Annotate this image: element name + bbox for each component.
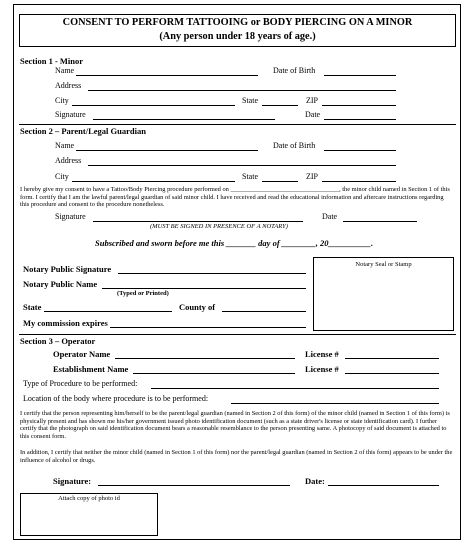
section1-zip-label: ZIP (306, 96, 318, 105)
notary-seal-label: Notary Seal or Stamp (355, 261, 412, 268)
notary-seal-box (313, 257, 454, 331)
section2-dob-label: Date of Birth (273, 141, 316, 150)
section1-zip-field[interactable] (322, 105, 396, 106)
section1-signature-field[interactable] (93, 119, 275, 120)
photo-id-label: Attach copy of photo id (58, 495, 120, 502)
notary-presence-note: (MUST BE SIGNED IN PRESENCE OF A NOTARY) (150, 223, 288, 230)
commission-expires-label: My commission expires (23, 318, 108, 328)
section1-state-label: State (242, 96, 258, 105)
operator-date-field[interactable] (328, 485, 439, 486)
notary-state-label: State (23, 302, 42, 312)
section2-dob-field[interactable] (324, 150, 396, 151)
section1-city-label: City (55, 96, 69, 105)
section1-dob-label: Date of Birth (273, 66, 316, 75)
section1-dob-field[interactable] (324, 75, 396, 76)
section1-address-label: Address (55, 81, 82, 90)
section1-city-field[interactable] (72, 105, 235, 106)
operator-date-label: Date: (305, 476, 325, 486)
section1-state-field[interactable] (262, 105, 298, 106)
section-divider-2 (19, 334, 456, 335)
section2-name-label: Name (55, 141, 75, 150)
section2-state-label: State (242, 172, 258, 181)
notary-name-label: Notary Public Name (23, 279, 98, 289)
license2-label: License # (305, 364, 339, 374)
section1-name-field[interactable] (76, 75, 258, 76)
section-divider-1 (19, 124, 456, 125)
section1-address-field[interactable] (88, 90, 396, 91)
notary-signature-label: Notary Public Signature (23, 264, 112, 274)
operator-signature-field[interactable] (98, 485, 290, 486)
section2-city-label: City (55, 172, 69, 181)
notary-state-field[interactable] (44, 311, 172, 312)
procedure-location-field[interactable] (231, 403, 439, 404)
procedure-type-label: Type of Procedure to be performed: (23, 379, 138, 388)
section2-zip-label: ZIP (306, 172, 318, 181)
operator-name-label: Operator Name (53, 349, 111, 359)
license2-field[interactable] (345, 373, 439, 374)
section2-address-label: Address (55, 156, 82, 165)
section1-date-field[interactable] (324, 119, 396, 120)
section1-heading: Section 1 - Minor (20, 56, 84, 66)
license1-field[interactable] (345, 358, 439, 359)
section1-name-label: Name (55, 66, 75, 75)
commission-expires-field[interactable] (110, 327, 306, 328)
section2-zip-field[interactable] (322, 181, 396, 182)
procedure-location-label: Location of the body where procedure is to be performed: (23, 394, 209, 403)
section2-signature-label: Signature (55, 212, 86, 221)
establishment-name-label: Establishment Name (53, 364, 129, 374)
notary-county-label: County of (179, 302, 216, 312)
section1-date-label: Date (305, 110, 321, 119)
operator-name-field[interactable] (115, 358, 295, 359)
typed-printed-note: (Typed or Printed) (117, 290, 169, 297)
section2-state-field[interactable] (262, 181, 298, 182)
license1-label: License # (305, 349, 339, 359)
sobriety-certification-paragraph: In addition, I certify that neither the minor child (named in Section 1 of this form) nor the parent/legal guardian (named in Section 2 of this form) appears to be under the influence of alcohol or drugs. (20, 449, 453, 464)
section2-date-field[interactable] (343, 221, 417, 222)
section2-city-field[interactable] (72, 181, 235, 182)
notary-signature-field[interactable] (118, 273, 306, 274)
section2-address-field[interactable] (88, 165, 396, 166)
form-subtitle: (Any person under 18 years of age.) (159, 31, 316, 42)
notary-county-field[interactable] (222, 311, 306, 312)
operator-certification-paragraph: I certify that the person representing him/herself to be the parent/legal guardian (named in Section 2 of this form) of the minor child (named in Section 1 of this form) is physically present and has shown me his/her government issued photo identification document (such as a state driver's license or state identification card). I further certify that the photograph on said identification document bears a reasonable resemblance to the person presenting same. A photocopy of said document is attached to this consent form. (20, 410, 450, 440)
form-title: CONSENT TO PERFORM TATTOOING or BODY PIERCING ON A MINOR (62, 17, 413, 28)
consent-paragraph: I hereby give my consent to have a Tattoo/Body Piercing procedure performed on __________________________________, the minor child named in Section 1 of this form. I certify that I am the lawful parent/legal guardian of said minor child. I have received and read the educational information and aftercare instructions regarding this procedure and consent to the procedure nonetheless. (20, 186, 450, 209)
establishment-name-field[interactable] (133, 373, 295, 374)
sworn-statement: Subscribed and sworn before me this _______ day of ________, 20__________. (95, 238, 374, 248)
section3-heading: Section 3 – Operator (20, 336, 96, 346)
section2-heading: Section 2 – Parent/Legal Guardian (20, 126, 146, 136)
section2-date-label: Date (322, 212, 338, 221)
section2-name-field[interactable] (76, 150, 258, 151)
section1-signature-label: Signature (55, 110, 86, 119)
notary-name-field[interactable] (102, 288, 306, 289)
section2-signature-field[interactable] (93, 221, 303, 222)
procedure-type-field[interactable] (151, 388, 439, 389)
operator-signature-label: Signature: (53, 476, 92, 486)
